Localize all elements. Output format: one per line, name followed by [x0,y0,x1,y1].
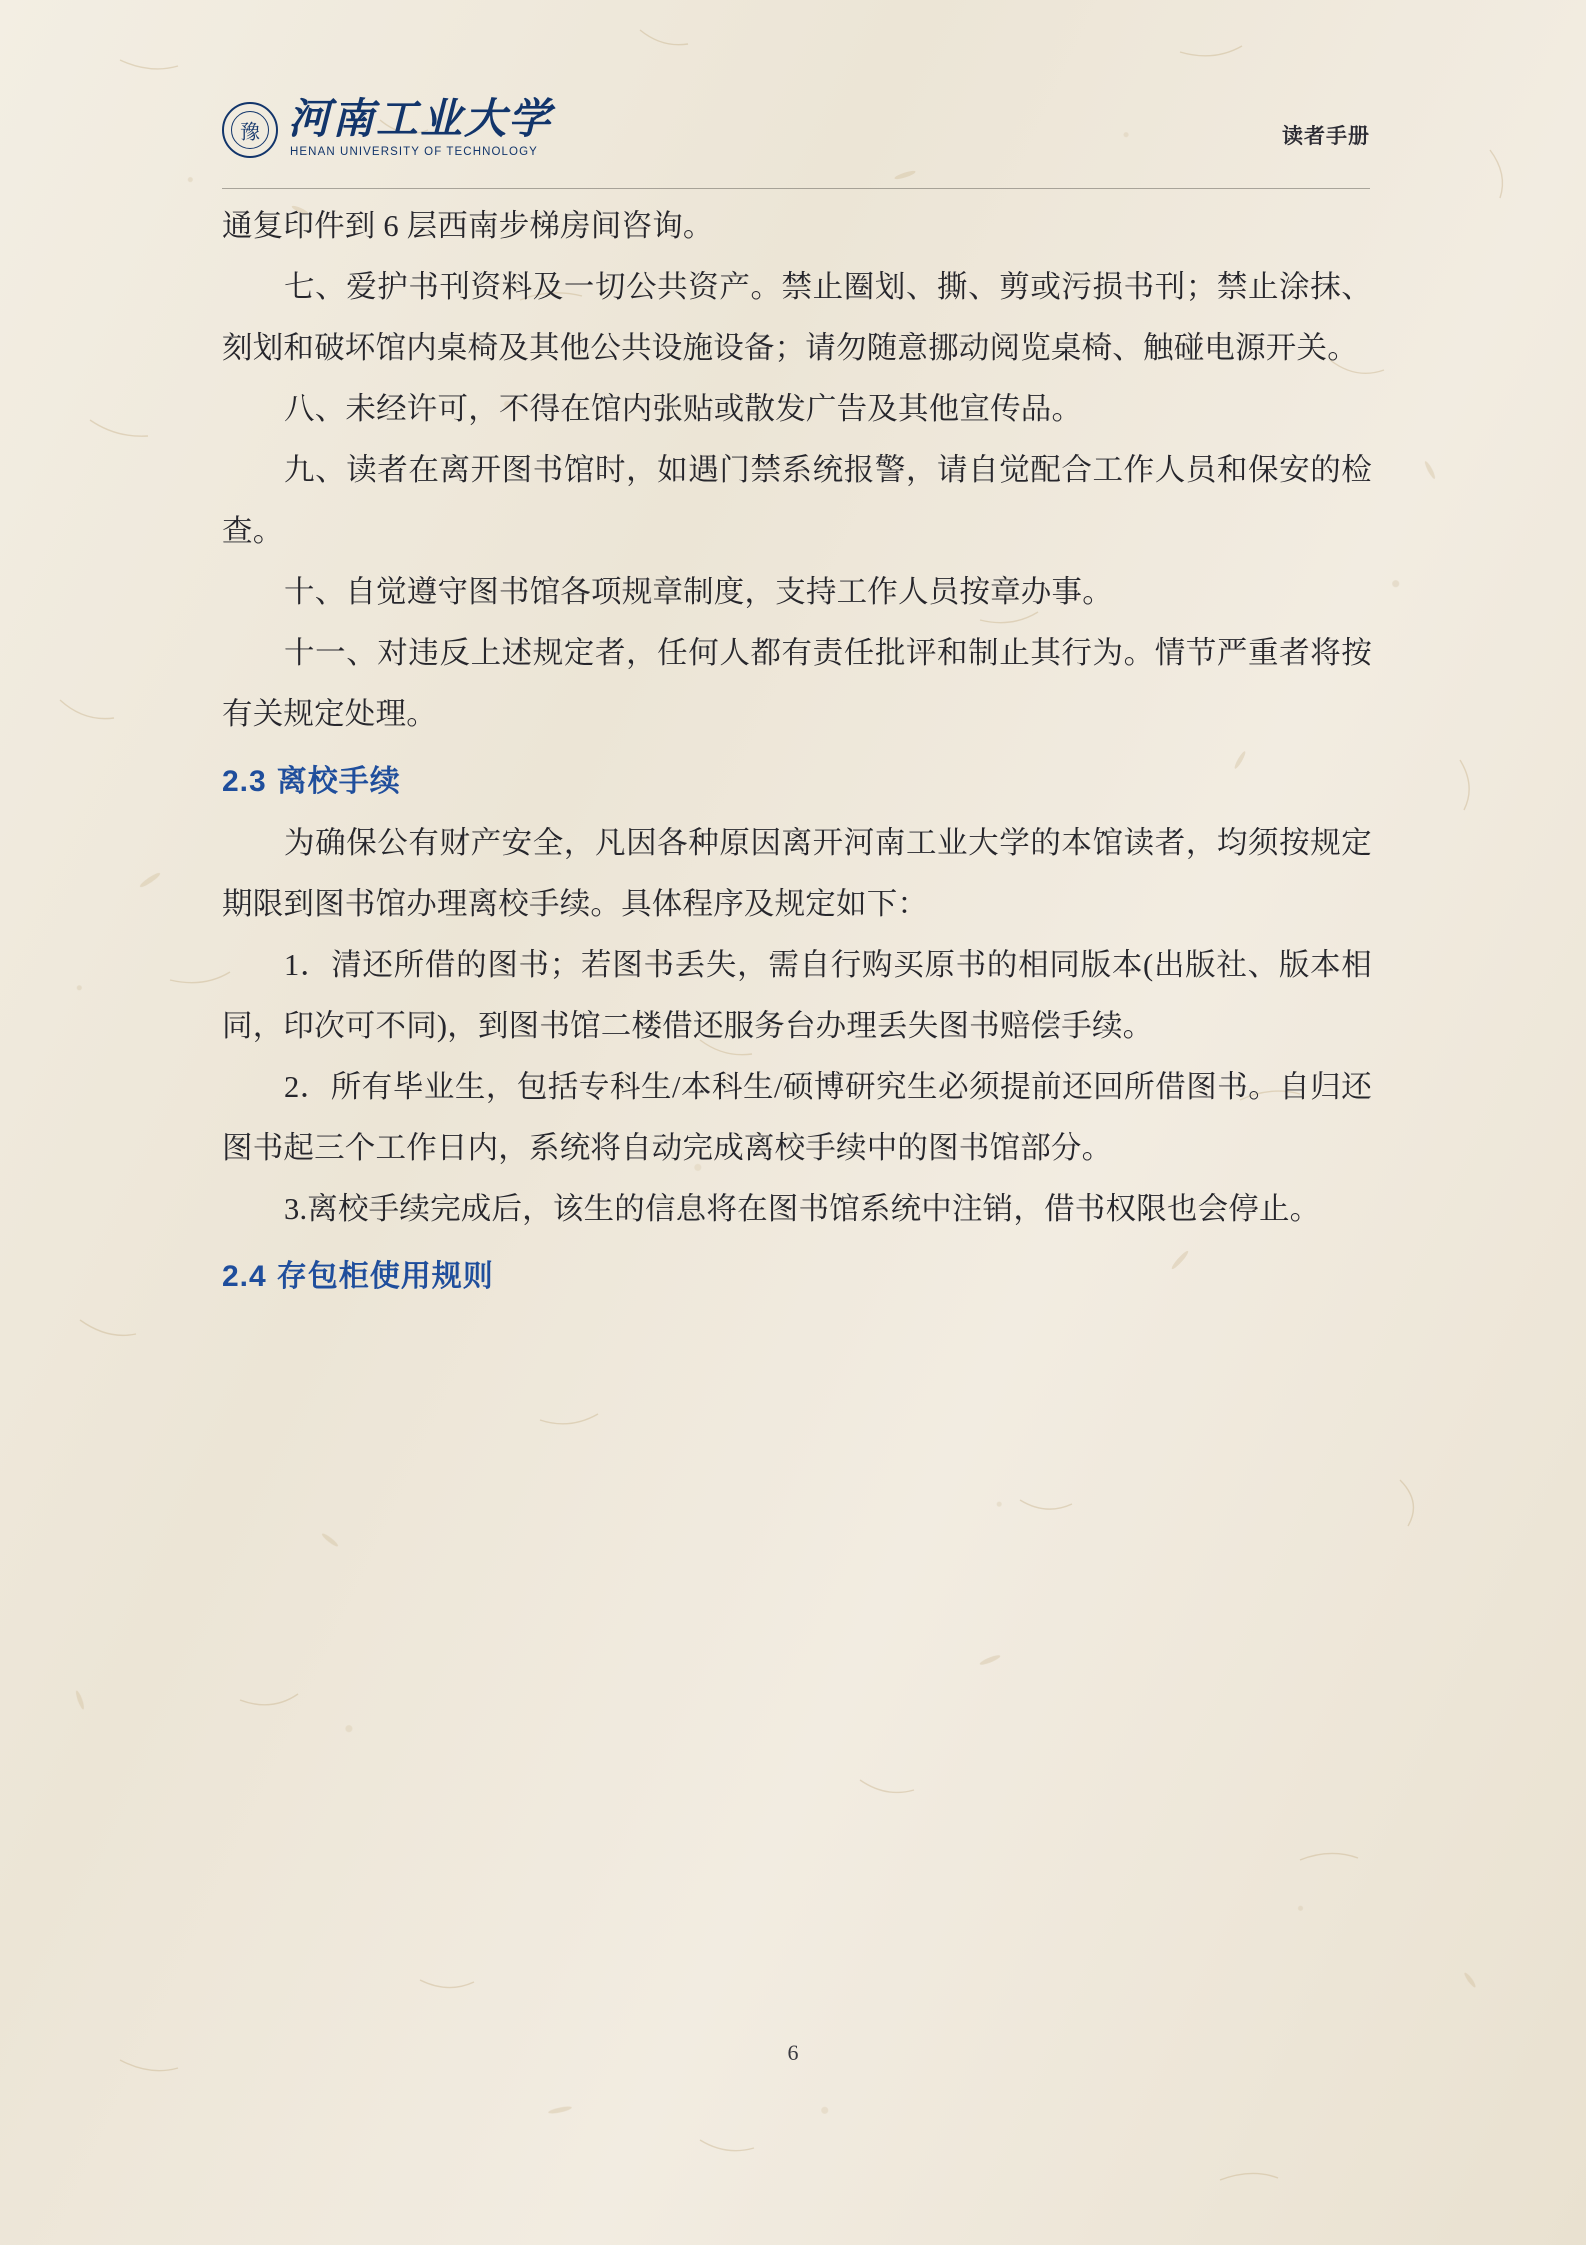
university-logo [222,98,552,164]
heading-2-3-title: 离校手续 [276,765,401,798]
paragraph-2-3-item-2: 2．所有毕业生，包括专科生/本科生/硕博研究生必须提前还回所借图书。自归还图书起三个工作日内，系统将自动完成离校手续中的图书馆部分。 [222,1070,1372,1165]
university-name-cn: 河南工业大学 [288,97,553,143]
paragraph-item-9: 九、读者在离开图书馆时，如遇门禁系统报警，请自觉配合工作人员和保安的检查。 [222,453,1372,548]
header-divider [222,188,1370,189]
paragraph-2-3-intro: 为确保公有财产安全，凡因各种原因离开河南工业大学的本馆读者，均须按规定期限到图书馆办理离校手续。具体程序及规定如下： [222,826,1372,921]
heading-2-4-title: 存包柜使用规则 [276,1260,494,1293]
paragraph-item-11: 十一、对违反上述规定者，任何人都有责任批评和制止其行为。情节严重者将按有关规定处理。 [222,636,1372,731]
heading-2-4-number: 2.4 [222,1260,267,1293]
header-manual-title: 读者手册 [1282,124,1370,148]
heading-2-3 [222,751,1372,813]
paragraph-item-7: 七、爱护书刊资料及一切公共资产。禁止圈划、撕、剪或污损书刊；禁止涂抹、刻划和破坏馆内桌椅及其他公共设施设备；请勿随意挪动阅览桌椅、触碰电源开关。 [222,270,1372,365]
paragraph-2-3-item-3: 3.离校手续完成后，该生的信息将在图书馆系统中注销，借书权限也会停止。 [284,1192,1321,1226]
seal-glyph: 豫 [240,121,260,144]
paragraph-item-8: 八、未经许可，不得在馆内张贴或散发广告及其他宣传品。 [284,392,1083,426]
page-number: 6 [787,2040,799,2065]
document-body [222,196,1372,1308]
heading-2-4 [222,1246,1372,1308]
paragraph-2-3-item-1: 1．清还所借的图书；若图书丢失，需自行购买原书的相同版本(出版社、版本相同，印次可不同)，到图书馆二楼借还服务台办理丢失图书赔偿手续。 [222,948,1372,1043]
university-name-en: HENAN UNIVERSITY OF TECHNOLOGY [290,146,538,158]
page-header [222,98,1370,176]
paragraph-item-10: 十、自觉遵守图书馆各项规章制度，支持工作人员按章办事。 [284,575,1113,609]
paragraph-continued: 通复印件到 6 层西南步梯房间咨询。 [222,209,714,243]
heading-2-3-number: 2.3 [222,765,267,798]
university-seal-icon [222,102,278,158]
